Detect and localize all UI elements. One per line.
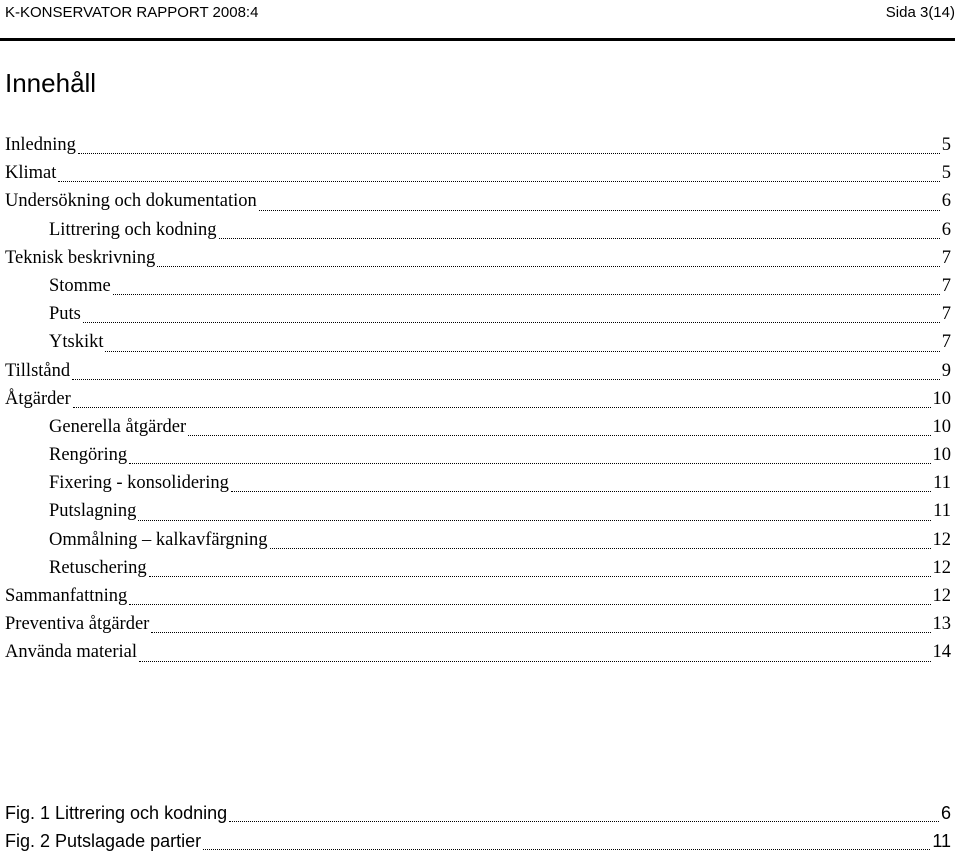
toc-entry-label: Littrering och kodning — [49, 219, 217, 240]
toc-entry[interactable] — [5, 159, 951, 187]
dot-leader — [188, 435, 930, 436]
toc-entry-page: 12 — [932, 557, 951, 578]
toc-entry-label: Använda material — [5, 642, 138, 663]
dot-leader — [58, 181, 939, 182]
dot-leader — [113, 294, 940, 295]
toc-entry[interactable] — [5, 385, 951, 413]
toc-entry[interactable] — [5, 300, 951, 328]
dot-leader — [138, 520, 931, 521]
toc-entry-page: 9 — [941, 360, 951, 381]
toc-entry-label: Åtgärder — [5, 388, 71, 409]
toc-entry-label: Stomme — [49, 275, 111, 296]
toc-entry-page: 5 — [941, 163, 951, 184]
list-of-figures — [5, 799, 951, 855]
toc-entry-page: 6 — [941, 191, 951, 212]
toc-entry-label: Preventiva åtgärder — [5, 614, 150, 635]
figures-entry-page: 11 — [932, 831, 951, 852]
page-title: Innehåll — [5, 68, 97, 98]
toc-entry-page: 7 — [941, 247, 951, 268]
toc-entry[interactable] — [5, 357, 951, 385]
dot-leader — [229, 821, 939, 822]
toc-entry-page: 14 — [932, 642, 951, 663]
dot-leader — [149, 576, 931, 577]
toc-entry-label: Inledning — [5, 135, 76, 155]
report-id: K-KONSERVATOR RAPPORT 2008:4 — [5, 4, 259, 21]
toc-entry-label: Ytskikt — [49, 332, 104, 353]
toc-entry-label: Puts — [49, 304, 81, 325]
dot-leader — [73, 407, 931, 408]
page-header — [5, 0, 955, 28]
toc-entry[interactable] — [5, 610, 951, 638]
dot-leader — [129, 604, 930, 605]
figures-entry-label: Fig. 1 Littrering och kodning — [5, 803, 228, 823]
dot-leader — [259, 210, 940, 211]
dot-leader — [231, 491, 931, 492]
toc-entry-page: 7 — [941, 332, 951, 353]
toc-entry-label: Tillstånd — [5, 360, 71, 381]
dot-leader — [157, 266, 939, 267]
toc-entry[interactable] — [5, 497, 951, 525]
dot-leader — [219, 238, 940, 239]
dot-leader — [270, 548, 931, 549]
header-rule — [0, 38, 955, 41]
toc-entry[interactable] — [5, 328, 951, 356]
toc-entry-page: 12 — [932, 586, 951, 606]
toc-entry[interactable] — [5, 469, 951, 497]
toc-entry-label: Ommålning – kalkavfärgning — [49, 529, 268, 550]
toc-entry-label: Putslagning — [49, 501, 137, 522]
toc-entry-label: Fixering - konsolidering — [49, 473, 229, 494]
toc-entry-page: 10 — [932, 445, 951, 466]
table-of-contents — [5, 131, 951, 667]
dot-leader — [72, 379, 940, 380]
toc-entry-page: 6 — [941, 219, 951, 240]
toc-entry-label: Retuschering — [49, 557, 147, 578]
figures-entry-label: Fig. 2 Putslagade partier — [5, 831, 202, 852]
toc-entry[interactable] — [5, 638, 951, 666]
dot-leader — [203, 849, 930, 850]
toc-entry-label: Rengöring — [49, 445, 128, 466]
toc-entry-label: Klimat — [5, 163, 57, 184]
toc-entry[interactable] — [5, 413, 951, 441]
toc-entry-page: 7 — [941, 275, 951, 296]
toc-entry-page: 10 — [932, 388, 951, 409]
toc-entry[interactable] — [5, 441, 951, 469]
toc-entry[interactable] — [5, 216, 951, 244]
toc-entry[interactable] — [5, 272, 951, 300]
toc-entry-page: 12 — [932, 529, 951, 550]
toc-entry-page: 11 — [933, 501, 951, 522]
toc-entry-label: Teknisk beskrivning — [5, 247, 156, 268]
dot-leader — [129, 463, 930, 464]
page-number: Sida 3(14) — [885, 4, 955, 21]
dot-leader — [139, 661, 930, 662]
toc-entry-label: Generella åtgärder — [49, 416, 187, 437]
toc-entry-page: 5 — [941, 135, 951, 155]
toc-entry[interactable] — [5, 187, 951, 215]
toc-entry[interactable] — [5, 582, 951, 610]
toc-entry-page: 7 — [941, 304, 951, 325]
toc-entry[interactable] — [5, 526, 951, 554]
figures-entry[interactable] — [5, 799, 951, 827]
toc-entry-page: 13 — [932, 614, 951, 635]
toc-entry[interactable] — [5, 244, 951, 272]
toc-entry-label: Sammanfattning — [5, 586, 128, 606]
toc-entry-page: 11 — [933, 473, 951, 494]
toc-entry[interactable] — [5, 554, 951, 582]
dot-leader — [105, 351, 939, 352]
toc-entry[interactable] — [5, 131, 951, 159]
dot-leader — [151, 632, 930, 633]
figures-entry[interactable] — [5, 827, 951, 855]
dot-leader — [83, 322, 940, 323]
dot-leader — [78, 153, 940, 154]
figures-entry-page: 6 — [940, 803, 951, 823]
toc-entry-page: 10 — [932, 416, 951, 437]
toc-entry-label: Undersökning och dokumentation — [5, 191, 257, 212]
